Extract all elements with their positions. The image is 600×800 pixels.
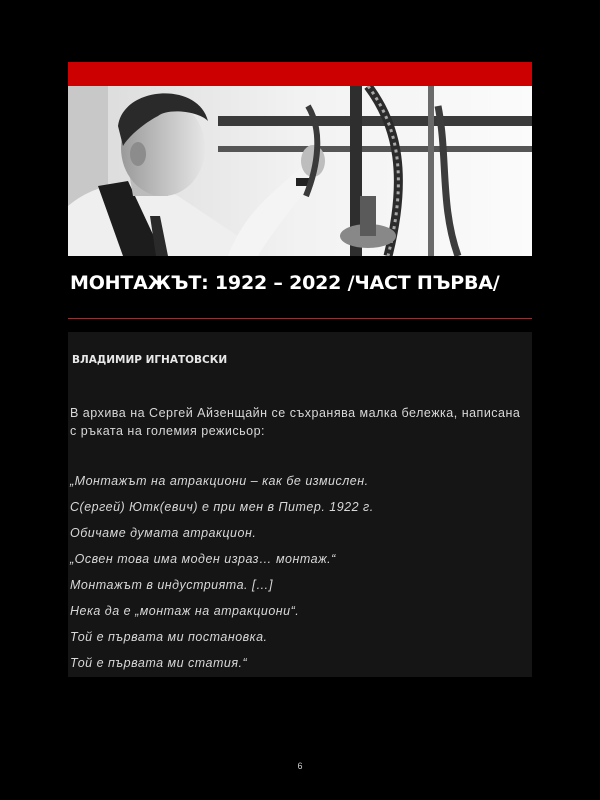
quote-line: Монтажът в индустрията. […] <box>70 578 273 592</box>
article-photo <box>68 86 532 256</box>
article-title: МОНТАЖЪТ: 1922 – 2022 /ЧАСТ ПЪРВА/ <box>70 272 500 294</box>
quote-line: Той е първата ми статия.“ <box>70 656 248 670</box>
intro-paragraph: В архива на Сергей Айзенщайн се съхранява малка бележка, написана с ръката на големия режисьор: <box>70 406 521 438</box>
portrait-photo-graphic <box>68 86 532 256</box>
quote-line: С(ергей) Ютк(евич) е при мен в Питер. 1922 г. <box>70 500 374 514</box>
quote-line: Нека да е „монтаж на атракциони“. <box>70 604 300 618</box>
title-divider <box>68 318 532 319</box>
quote-line: Обичаме думата атракцион. <box>70 526 257 540</box>
quote-line: „Монтажът на атракциони – как бе измислен. <box>70 474 369 488</box>
page-number: 6 <box>297 761 303 771</box>
quote-line: „Освен това има моден израз… монтаж.“ <box>70 552 336 566</box>
header-accent-bar <box>68 62 532 86</box>
article-body <box>68 332 532 677</box>
author-name: ВЛАДИМИР ИГНАТОВСКИ <box>72 354 228 366</box>
quote-line: Той е първата ми постановка. <box>70 630 268 644</box>
